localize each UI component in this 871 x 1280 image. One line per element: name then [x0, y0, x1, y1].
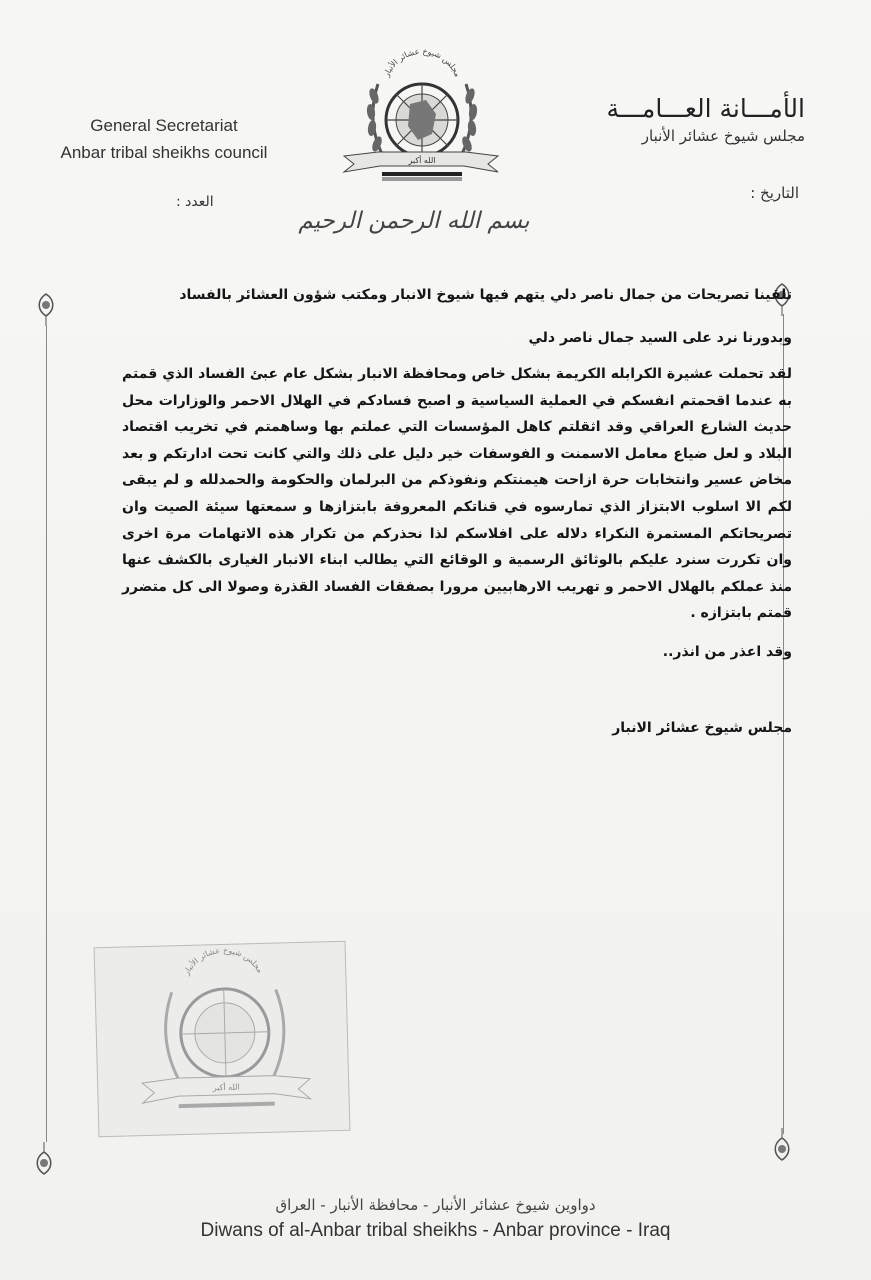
left-border-line	[46, 326, 47, 1142]
footer-arabic: دواوين شيوخ عشائر الأنبار - محافظة الأنبار - العراق	[275, 1196, 596, 1214]
svg-text:مجلس شيوخ عشائر الأنبار: مجلس شيوخ عشائر الأنبار	[381, 46, 463, 79]
basmala: بسم الله الرحمن الرحيم	[298, 208, 530, 234]
official-stamp	[94, 941, 351, 1138]
svg-text:الله أكبر: الله أكبر	[408, 156, 436, 165]
ornament-bottom-right-icon	[769, 1128, 795, 1162]
ornament-bottom-left-icon	[31, 1142, 57, 1176]
letter-intro: تلقينا تصريحات من جمال ناصر دلي يتهم فيها شيوخ الانبار ومكتب شؤون العشائر بالفساد	[179, 287, 792, 303]
letter-signature: مجلس شيوخ عشائر الانبار	[612, 719, 792, 736]
en-header-line-2: Anbar tribal sheikhs council	[60, 143, 268, 162]
footer-english: Diwans of al-Anbar tribal sheikhs - Anbar province - Iraq	[200, 1220, 671, 1241]
arabic-header	[607, 94, 805, 145]
letter-body	[122, 282, 792, 741]
svg-text:الله أكبر: الله أكبر	[212, 1082, 240, 1093]
letter-reply-line: وبدورنا نرد على السيد جمال ناصر دلي	[528, 330, 792, 346]
ornament-top-left-icon	[33, 292, 59, 326]
ar-header-subtitle: مجلس شيوخ عشائر الأنبار	[641, 127, 805, 145]
ar-header-title: الأمـــانة العـــامـــة	[606, 94, 805, 123]
number-label: العدد :	[176, 194, 214, 210]
date-label: التاريخ :	[750, 184, 799, 202]
en-header-line-1: General Secretariat	[90, 116, 238, 135]
council-logo	[338, 44, 504, 190]
english-header	[34, 112, 294, 166]
letter-main-paragraph: لقد تحملت عشيرة الكرابله الكريمة بشكل خاص ومحافظة الانبار بشكل عام عبئ الفساد الذي قمتم به عندما اقحمتم انفسكم في العملية السياسية و اصبح فسادكم في الهلال الاحمر والوزارات محل حديث الشارع العراقي وقد اثقلتم كاهل المؤسسات التي عملتم بها وساهمتم في تخريب اقتصاد البلاد و لعل ضياع معامل الاسمنت و الفوسفات خير دليل على ذلك والتي كانت تحت ادارتكم و بعد مخاض عسير وانتخابات حرة ازاحت هيمنتكم ونفوذكم من البرلمان والحكومة والحمدلله و لم يبقى لكم الا اسلوب الابتزاز الذي تمارسوه في قناتكم المعروفة بابتزازها و سمعتها سيئة الصيت وان تصريحاتكم المستمرة النكراء دلاله على افلاسكم لذا نحذركم من تكرار هذه الاتهامات مرة اخرى وان تكررت سنرد عليكم بالوثائق الرسمية و الوقائع التي يطالب ابناء الانبار الغيارى بالكشف عنها منذ عملكم بالهلال الاحمر و تهريب الارهابيين مرورا بصفقات الفساد القذرة وصولا الى كل متضرر قمتم بابتزازه .	[122, 366, 792, 622]
svg-text:مجلس شيوخ عشائر الأنبار: مجلس شيوخ عشائر الأنبار	[181, 945, 265, 977]
letter-warning: وقد اعذر من انذر..	[662, 643, 792, 660]
